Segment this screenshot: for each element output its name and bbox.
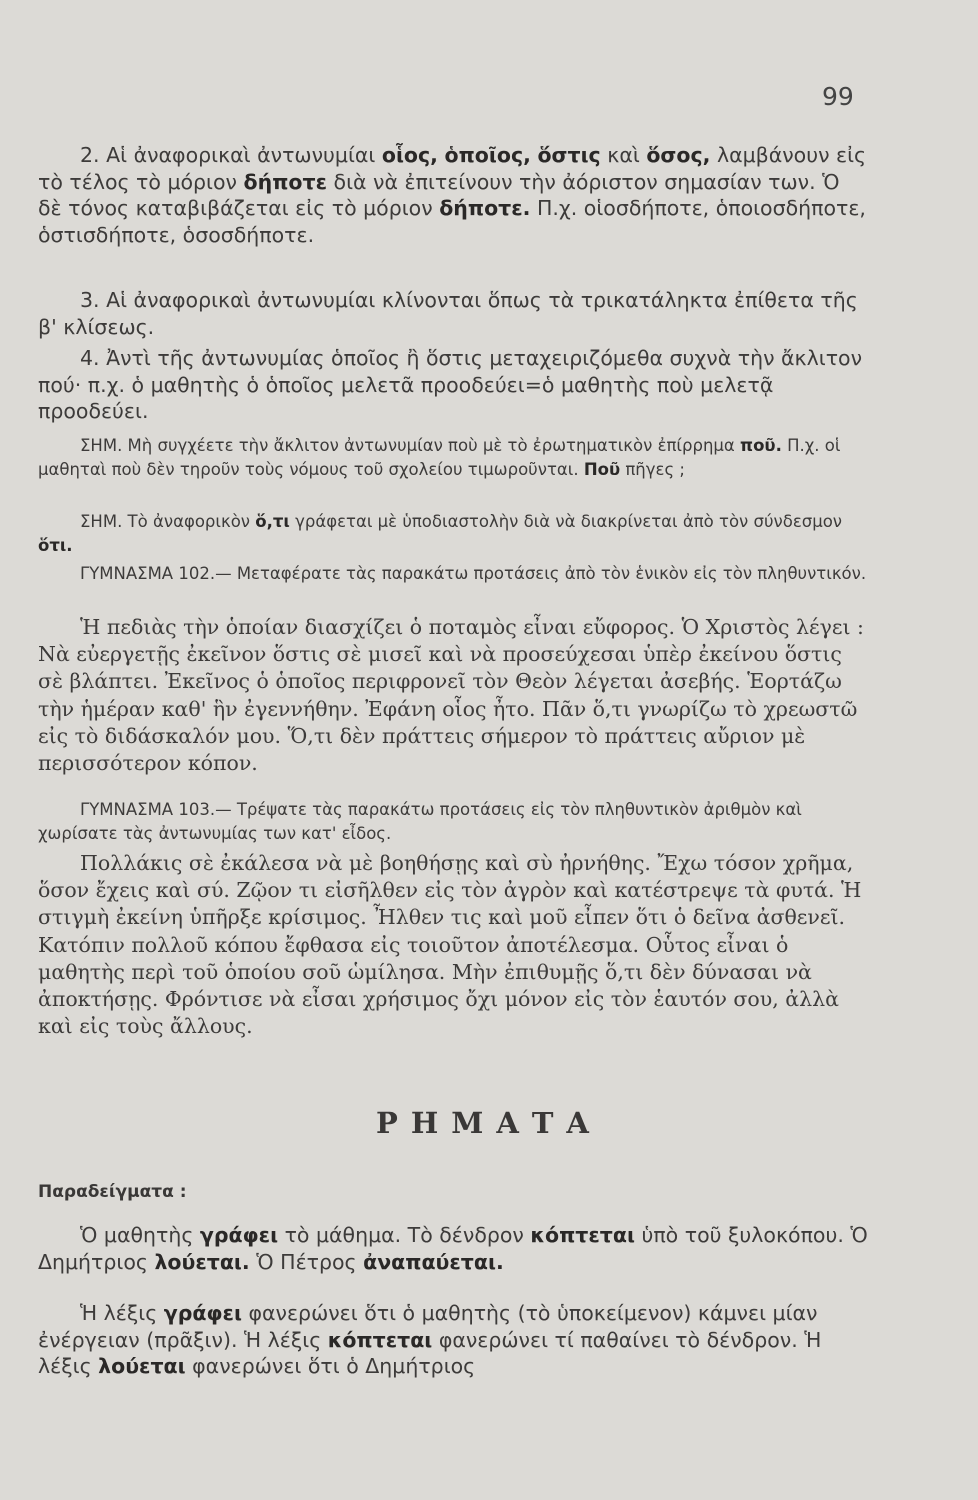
rule-4-paragraph: 4. Ἀντὶ τῆς ἀντωνυμίας ὁποῖος ἢ ὅστις μεταχειριζόμεθα συχνὰ τὴν ἄκλιτον πού· π.χ. ὁ μαθητὴς ὁ ὁποῖος μελετᾶ προοδεύει=ὁ μαθητὴς ποὺ μελετᾷ προοδεύει. xyxy=(38,346,863,423)
rule-text: καὶ xyxy=(607,143,640,167)
bold-term: Ποῦ xyxy=(583,460,621,479)
example-text: ὑπὸ τοῦ ξυλοκόπου. Ὁ Δημήτριος xyxy=(38,1223,868,1274)
note-2 xyxy=(38,510,868,558)
rule-2-paragraph xyxy=(38,142,868,248)
exercise-103-title: ΓΥΜΝΑΣΜΑ 103.— Τρέψατε τὰς παρακάτω προτάσεις εἰς τὸν πληθυντικὸν ἀριθμὸν καὶ χωρίσατε τὰς ἀντωνυμίας των κατ' εἶδος. xyxy=(38,800,802,843)
bold-term: ὅστις xyxy=(537,143,601,167)
rule-text: διὰ νὰ ἐπιτείνουν τὴν ἀόριστον σημασίαν των. Ὁ δὲ τόνος καταβιβάζεται εἰς τὸ μόριον xyxy=(38,169,840,220)
note-text: πῆγες ; xyxy=(625,460,685,479)
example-text: τὸ μάθημα. Τὸ δένδρον xyxy=(284,1223,524,1247)
bold-term: δήποτε xyxy=(243,169,327,194)
explanation-paragraph xyxy=(38,1300,868,1380)
explanation-text: φανερώνει ὅτι ὁ Δημήτριος xyxy=(192,1354,476,1378)
bold-term: ὅτι. xyxy=(38,536,73,555)
bold-verb: κόπτεται xyxy=(530,1223,635,1247)
exercise-102-text: Ἡ πεδιὰς τὴν ὁποίαν διασχίζει ὁ ποταμὸς εἶναι εὔφορος. Ὁ Χριστὸς λέγει : Νὰ εὐεργετῇς ἐκεῖνον ὅστις σὲ μισεῖ καὶ νὰ προσεύχεσαι ὑπὲρ ἐκείνου ὅστις σὲ βλάπτει. Ἐκεῖνος ὁ ὁποῖος περιφρονεῖ τὸν Θεὸν λέγεται ἀσεβής. Ἑορτάζω τὴν ἡμέραν καθ' ἣν ἐγεννήθην. Ἐφάνη οἷος ἦτο. Πᾶν ὅ,τι γνωρίζω τὸ χρεωστῶ εἰς τὸ διδάσκαλόν μου. Ὅ,τι δὲν πράττεις σήμερον τὸ πράττεις αὔριον μὲ περισσότερον κόπον. xyxy=(38,615,864,776)
example-text: Ὁ μαθητὴς xyxy=(80,1223,194,1247)
bold-term: ὅ,τι xyxy=(255,512,290,531)
section-heading: ΡΗΜΑΤΑ xyxy=(376,1106,602,1140)
bold-term: δήποτε. xyxy=(439,196,531,220)
bold-verb: γράφει xyxy=(163,1301,242,1325)
rule-text: λαμβάνουν εἰς τὸ τέλος τὸ μόριον xyxy=(38,143,867,194)
rule-number: 2. xyxy=(80,143,100,167)
note-text: ΣΗΜ. Μὴ συγχέετε τὴν ἄκλιτον ἀντωνυμίαν ποὺ μὲ τὸ ἐρωτηματικὸν ἐπίρρημα xyxy=(80,436,735,455)
note-text: γράφεται μὲ ὑποδιαστολὴν διὰ νὰ διακρίνεται ἀπὸ τὸν σύνδεσμον xyxy=(295,512,843,531)
rule-text: Αἱ ἀναφορικαὶ ἀντωνυμίαι xyxy=(106,143,376,167)
bold-term: ποῦ. xyxy=(740,436,782,455)
page-number: 99 xyxy=(822,82,854,111)
bold-term: ὁποῖος, xyxy=(444,143,531,167)
note-1 xyxy=(38,434,868,482)
bold-verb: γράφει xyxy=(199,1223,279,1247)
bold-verb: ἀναπαύεται. xyxy=(363,1249,504,1274)
bold-verb: λούεται xyxy=(98,1354,186,1378)
bold-verb: λούεται. xyxy=(154,1249,250,1274)
rule-text: Π.χ. οἱοσδήποτε, ὁποιοσδήποτε, ὁστισδήποτε, ὁσοσδήποτε. xyxy=(38,196,866,247)
bold-term: οἷος, xyxy=(381,143,438,167)
bold-verb: κόπτεται xyxy=(327,1327,433,1352)
explanation-text: φανερώνει ὅτι ὁ μαθητὴς (τὸ ὑποκείμενον) κάμνει μίαν ἐνέργειαν (πρᾶξιν). Ἡ λέξις xyxy=(38,1301,818,1352)
note-text: ΣΗΜ. Τὸ ἀναφορικὸν xyxy=(80,512,251,531)
example-text: Ὁ Πέτρος xyxy=(256,1249,357,1274)
exercise-102-title: ΓΥΜΝΑΣΜΑ 102.— Μεταφέρατε τὰς παρακάτω προτάσεις ἀπὸ τὸν ἑνικὸν εἰς τὸν πληθυντικόν. xyxy=(80,564,867,583)
examples-paragraph xyxy=(38,1222,868,1275)
explanation-text: φανερώνει τί παθαίνει τὸ δένδρον. Ἡ λέξις xyxy=(38,1327,822,1378)
examples-label: Παραδείγματα : xyxy=(38,1182,187,1202)
bold-term: ὅσος, xyxy=(646,143,711,167)
rule-3-paragraph: 3. Αἱ ἀναφορικαὶ ἀντωνυμίαι κλίνονται ὅπως τὰ τρικατάληκτα ἐπίθετα τῆς β' κλίσεως. xyxy=(38,288,858,339)
exercise-103-text: Πολλάκις σὲ ἐκάλεσα νὰ μὲ βοηθήσῃς καὶ σὺ ἠρνήθης. Ἔχω τόσον χρῆμα, ὅσον ἔχεις καὶ σύ. Ζῷον τι εἰσῆλθεν εἰς τὸν ἀγρὸν καὶ κατέστρεψε τὰ φυτά. Ἡ στιγμὴ ἐκείνη ὑπῆρξε κρίσιμος. Ἦλθεν τις καὶ μοῦ εἶπεν ὅτι ὁ δεῖνα ἀσθενεῖ. Κατόπιν πολλοῦ κόπου ἔφθασα εἰς τοιοῦτον ἀποτέλεσμα. Οὗτος εἶναι ὁ μαθητὴς περὶ τοῦ ὁποίου σοῦ ὡμίλησα. Μὴν ἐπιθυμῇς ὅ,τι δὲν δύνασαι νὰ ἀποκτήσῃς. Φρόντισε νὰ εἶσαι χρήσιμος ὄχι μόνον εἰς τὸν ἑαυτόν σου, ἀλλὰ καὶ εἰς τοὺς ἄλλους. xyxy=(38,851,862,1039)
note-text: Π.χ. οἱ μαθηταὶ ποὺ δὲν τηροῦν τοὺς νόμους τοῦ σχολείου τιμωροῦνται. xyxy=(38,436,841,479)
explanation-text: Ἡ λέξις xyxy=(80,1301,158,1325)
